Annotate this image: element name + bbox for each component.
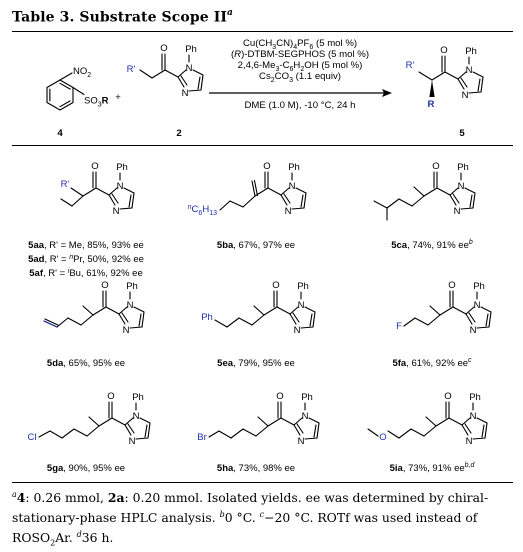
compound-4-number: 4 — [57, 128, 63, 139]
methyl-bond — [83, 306, 93, 315]
bond — [440, 307, 453, 315]
nitrogen-label: N — [284, 206, 292, 217]
chain-bond — [87, 426, 99, 436]
phenyl-label: Ph — [297, 281, 309, 292]
phenyl-label: Ph — [185, 44, 197, 55]
nitrogen-label: N — [473, 300, 481, 311]
chain-bond — [50, 431, 62, 438]
r-label: R — [427, 99, 435, 110]
nitrogen-label: N — [185, 63, 193, 74]
bond — [424, 188, 437, 196]
chain-bond — [374, 201, 387, 208]
ring-bond — [314, 425, 316, 437]
chain-bond — [57, 318, 68, 327]
ring-bond — [461, 208, 473, 209]
phenyl-label: Ph — [132, 392, 144, 403]
oxygen-label: O — [101, 280, 109, 291]
chain-bond — [74, 429, 87, 436]
bond — [268, 188, 281, 195]
oxygen-label: O — [432, 161, 440, 172]
chain-bond — [81, 315, 93, 325]
entry-5ca-caption: 5ca, 74%, 91% $ee^b$ — [391, 239, 473, 251]
nitrogen-label: N — [293, 325, 301, 336]
compound-2-number: 2 — [176, 128, 182, 139]
nitrogen-label: N — [461, 90, 469, 101]
ring-bond — [473, 438, 485, 439]
nitrogen-label: N — [453, 206, 461, 217]
nitrogen-label: N — [301, 411, 309, 422]
nitrogen-label: N — [297, 300, 305, 311]
chain-bond — [399, 429, 411, 438]
ring-bond — [301, 195, 303, 207]
r-prime-label: R' — [126, 64, 136, 75]
bond — [71, 188, 83, 196]
ring-bond — [470, 195, 472, 207]
ring-bond — [134, 307, 144, 312]
ring-bond — [477, 418, 487, 423]
entry-5aa-caption: 5aa, R' = Me, 85%, 93% ee — [28, 240, 144, 251]
ether-oxygen-label: O — [379, 432, 387, 443]
condition-additive: $2,4,6-Me_3-C_6H_2OH$ (5 mol %) — [237, 60, 363, 73]
nitrogen-label: N — [181, 88, 189, 99]
chain-bond — [220, 201, 230, 210]
ring-bond — [489, 312, 491, 327]
ring-bond — [132, 193, 134, 208]
condition-base: $Cs_2CO_3$ (1.1 equiv) — [259, 71, 341, 84]
chain-bond — [39, 431, 50, 437]
methyl-bond — [258, 417, 268, 426]
chain-bond — [256, 426, 268, 436]
bond — [281, 418, 294, 425]
ring-bond — [136, 438, 148, 439]
footnote: $^a$4: 0.26 mmol, 2a: 0.20 mmol. Isolated yields. ee was determined by chiral-stationary-phase HPLC analysis. $^b$0 °C. $^c$−20 °C. ROTf was used instead of $ROSO_2Ar$. $^d$36 h. — [12, 490, 489, 548]
nitrogen-label: N — [112, 206, 120, 217]
table-title-footnote-mark: a — [227, 8, 233, 18]
ring-bond — [481, 307, 491, 312]
entry-5da-caption: 5da, 65%, 95% ee — [46, 358, 126, 369]
nitro-label: $NO_2$ — [73, 66, 92, 79]
ring-bond — [296, 188, 306, 193]
bond — [449, 418, 462, 425]
oxygen-label: O — [276, 391, 284, 402]
ring-bond — [317, 423, 319, 438]
oxygen-label: O — [272, 280, 280, 291]
r-prime-label: R' — [60, 179, 70, 190]
ring-bond — [129, 195, 131, 207]
phenyl-substituent-label: Ph — [201, 312, 213, 323]
entry-5ia-caption: 5ia, 73%, 91% ee$^{b,d}$ — [389, 462, 475, 474]
nitrogen-label: N — [126, 300, 134, 311]
ring-bond — [120, 208, 132, 209]
phenyl-label: Ph — [473, 281, 485, 292]
bond — [93, 307, 106, 315]
chain-bond — [388, 431, 399, 438]
ring-bond — [485, 423, 487, 438]
methyl-bond — [426, 417, 436, 426]
nitrogen-label: N — [457, 181, 465, 192]
bottom-rule — [12, 482, 513, 483]
chain-bond — [68, 318, 81, 325]
bond — [264, 307, 277, 315]
ring-bond — [292, 208, 304, 209]
phenyl-label: Ph — [457, 162, 469, 173]
phenyl-label: Ph — [301, 392, 313, 403]
chain-bond — [368, 429, 378, 436]
bond — [112, 418, 125, 425]
entry-5fa-caption: 5fa, 61%, 92% $ee^c$ — [392, 357, 472, 369]
chain-bond — [209, 431, 219, 437]
oxygen-label: O — [440, 45, 448, 56]
hexyl-label: $^nC_6H_{13}$ — [187, 204, 217, 217]
phenyl-label: Ph — [288, 162, 300, 173]
sulfonate-label: $SO_3R$ — [83, 95, 109, 109]
chain-bond — [415, 318, 428, 325]
nitrogen-label: N — [116, 181, 124, 192]
bromo-label: Br — [197, 432, 207, 443]
condition-solvent: DME (1.0 M), -10 °C, 24 h — [244, 100, 356, 111]
chain-bond — [61, 199, 72, 206]
ring-bond — [148, 423, 150, 438]
chain-bond — [411, 429, 424, 436]
entry-5ga-caption: 5ga, 90%, 95% ee — [46, 463, 126, 474]
bond — [96, 188, 109, 195]
chain-bond — [428, 315, 440, 325]
ring-bond — [305, 307, 315, 312]
ring-bond — [482, 425, 484, 437]
chain-bond — [215, 320, 227, 327]
ring-bond — [305, 438, 317, 439]
bond — [436, 418, 449, 426]
phenyl-label: Ph — [465, 46, 477, 57]
bond — [106, 307, 119, 314]
chain-bond — [399, 199, 412, 206]
ring-bond — [124, 188, 134, 193]
entry-5ea-caption: 5ea, 79%, 95% ee — [217, 358, 295, 369]
chain-bond — [230, 201, 243, 207]
chain-bond — [243, 196, 255, 207]
phenyl-label: Ph — [126, 281, 138, 292]
entry-5af-caption: 5af, R' = $^i$Bu, 61%, 92% ee — [29, 268, 143, 279]
chain-bond — [387, 199, 399, 208]
ring-bond — [304, 193, 306, 208]
nitrogen-label: N — [469, 325, 477, 336]
nitrogen-label: N — [132, 411, 140, 422]
nitrogen-label: N — [122, 325, 130, 336]
ring-bond — [140, 418, 150, 423]
oxygen-label: O — [263, 161, 271, 172]
nitrogen-label: N — [128, 436, 136, 447]
table-title-text: Table 3. Substrate Scope II — [12, 9, 227, 26]
bond — [453, 307, 466, 314]
ring-bond — [313, 312, 315, 327]
bond — [99, 418, 112, 426]
phenyl-label: Ph — [469, 392, 481, 403]
chain-bond — [231, 429, 243, 438]
oxygen-label: O — [444, 391, 452, 402]
methyl-bond — [414, 187, 424, 196]
ring-bond — [309, 418, 319, 423]
ring-bond — [142, 312, 144, 327]
nitrogen-label: N — [297, 436, 305, 447]
ring-bond — [486, 314, 488, 326]
condition-catalyst: $Cu(CH_3CN)_4PF_6$ (5 mol %) — [242, 38, 358, 51]
nitrogen-label: N — [465, 436, 473, 447]
chain-bond — [243, 429, 256, 436]
nitrogen-label: N — [288, 181, 296, 192]
chain-bond — [412, 196, 424, 206]
oxygen-label: O — [160, 43, 168, 54]
chain-bond — [424, 426, 436, 436]
chain-bond — [219, 431, 231, 438]
oxygen-label: O — [448, 280, 456, 291]
r-prime-label: R' — [405, 60, 415, 71]
nitrogen-label: N — [465, 65, 473, 76]
chain-bond — [227, 318, 239, 327]
ring-bond — [301, 327, 313, 328]
methyl-bond — [254, 306, 264, 315]
methyl-bond — [430, 306, 440, 315]
chain-bond — [239, 318, 252, 325]
bond — [437, 188, 450, 195]
ring-bond — [473, 193, 475, 208]
entry-5ba-caption: 5ba, 67%, 97% ee — [216, 240, 296, 251]
chloro-label: Cl — [27, 432, 37, 443]
bond — [277, 307, 290, 314]
fluoro-label: F — [396, 321, 402, 332]
bond — [83, 188, 96, 196]
ring-bond — [465, 188, 475, 193]
methyl-bond — [89, 417, 99, 426]
chain-bond — [72, 196, 83, 206]
bond — [268, 418, 281, 426]
ring-bond — [310, 314, 312, 326]
oxygen-label: O — [91, 161, 99, 172]
chain-bond — [252, 315, 264, 325]
entry-5ha-caption: 5ha, 73%, 98% ee — [216, 463, 296, 474]
entry-5ad-caption: 5ad, R' = $^n$Pr, 50%, 92% ee — [28, 254, 144, 265]
plus-sign: + — [115, 92, 121, 103]
ring-bond — [139, 314, 141, 326]
ring-bond — [477, 327, 489, 328]
ring-bond — [130, 327, 142, 328]
condition-ligand: (R)-DTBM-SEGPHOS (5 mol %) — [230, 49, 370, 60]
chain-bond — [62, 429, 74, 438]
chain-bond — [404, 318, 415, 326]
nitrogen-label: N — [469, 411, 477, 422]
ring-bond — [145, 425, 147, 437]
compound-5-number: 5 — [459, 128, 465, 139]
oxygen-label: O — [107, 391, 115, 402]
phenyl-label: Ph — [116, 162, 128, 173]
